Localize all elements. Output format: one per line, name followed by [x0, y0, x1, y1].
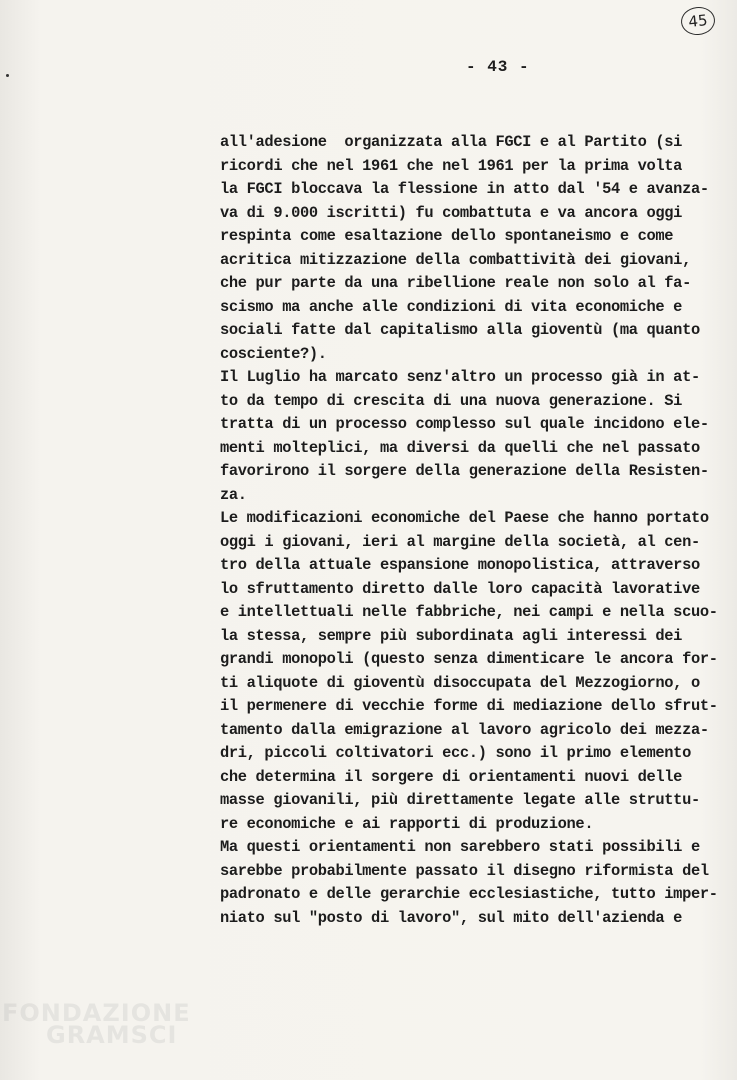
text-line: ricordi che nel 1961 che nel 1961 per la prima volta	[220, 156, 683, 175]
text-line: tratta di un processo complesso sul quale incidono ele-	[220, 415, 709, 433]
text-line: all'adesione organizzata alla FGCI e al Partito (si	[220, 133, 683, 151]
text-line: la stessa, sempre più subordinata agli interessi dei	[220, 626, 683, 645]
text-line: ti aliquote di gioventù disoccupata del Mezzogiorno, o	[220, 673, 700, 692]
stray-mark	[6, 74, 9, 77]
watermark-line-2: GRAMSCI	[46, 1021, 178, 1049]
text-line: va di 9.000 iscritti) fu combattuta e va ancora oggi	[220, 203, 683, 222]
text-line: niato sul "posto di lavoro", sul mito dell'azienda e	[220, 908, 683, 927]
text-line: cosciente?).	[220, 344, 327, 363]
text-line: za.	[220, 485, 247, 504]
text-line: che determina il sorgere di orientamenti nuovi delle	[220, 767, 683, 786]
text-line: re economiche e ai rapporti di produzione.	[220, 814, 594, 833]
text-line: che pur parte da una ribellione reale non solo al fa-	[220, 274, 691, 292]
text-line: Le modificazioni economiche del Paese che hanno portato	[220, 509, 709, 527]
fondazione-gramsci-watermark	[2, 999, 191, 1049]
text-line: dri, piccoli coltivatori ecc.) sono il primo elemento	[220, 744, 691, 762]
typed-body-text	[220, 131, 720, 930]
text-line: lo sfruttamento diretto dalle loro capacità lavorative	[220, 579, 700, 598]
text-line: sociali fatte dal capitalismo alla gioventù (ma quanto	[220, 321, 700, 339]
page-number: - 43 -	[466, 58, 530, 76]
text-line: tamento dalla emigrazione al lavoro agricolo dei mezza-	[220, 720, 709, 739]
text-line: to da tempo di crescita di una nuova generazione. Si	[220, 391, 683, 410]
text-line: il permenere di vecchie forme di mediazione dello sfrut-	[220, 697, 718, 715]
text-line: padronato e delle gerarchie ecclesiastiche, tutto imper-	[220, 885, 718, 903]
archive-number-stamp: 45	[680, 5, 717, 36]
text-line: acritica mitizzazione della combattività dei giovani,	[220, 250, 691, 269]
text-line: grandi monopoli (questo senza dimenticare le ancora for-	[220, 650, 718, 668]
text-line: masse giovanili, più direttamente legate alle struttu-	[220, 791, 700, 809]
text-line: oggi i giovani, ieri al margine della società, al cen-	[220, 532, 700, 551]
text-line: Ma questi orientamenti non sarebbero stati possibili e	[220, 838, 700, 856]
text-line: Il Luglio ha marcato senz'altro un processo già in at-	[220, 368, 700, 386]
text-line: e intellettuali nelle fabbriche, nei campi e nella scuo-	[220, 603, 718, 621]
text-line: favorirono il sorgere della generazione della Resisten-	[220, 462, 709, 480]
text-line: la FGCI bloccava la flessione in atto dal '54 e avanza-	[220, 180, 709, 198]
text-line: tro della attuale espansione monopolistica, attraverso	[220, 556, 700, 574]
text-line: sarebbe probabilmente passato il disegno riformista del	[220, 861, 709, 880]
text-line: scismo ma anche alle condizioni di vita economiche e	[220, 297, 683, 316]
text-line: respinta come esaltazione dello spontaneismo e come	[220, 227, 674, 245]
text-line: menti molteplici, ma diversi da quelli che nel passato	[220, 438, 700, 457]
watermark-line-1: FONDAZIONE	[2, 999, 191, 1027]
